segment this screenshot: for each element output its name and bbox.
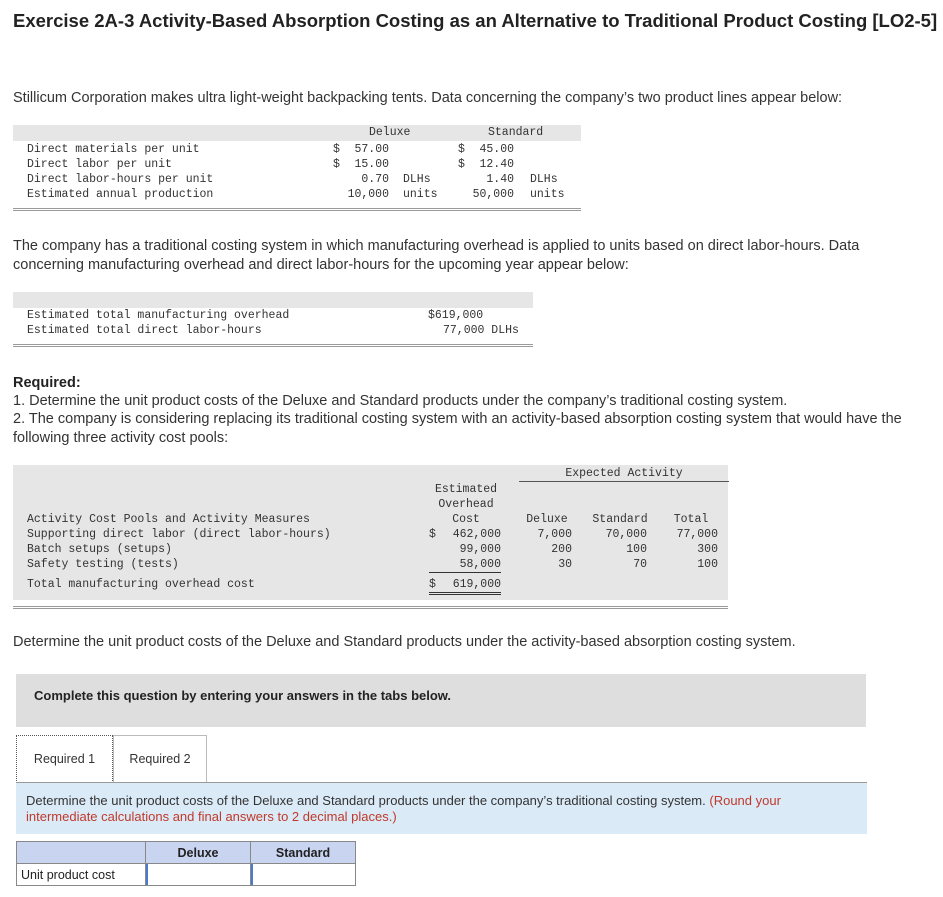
deluxe-unit: DLHs <box>403 173 431 186</box>
col-header-pools: Activity Cost Pools and Activity Measures <box>27 513 310 526</box>
row-label: Safety testing (tests) <box>27 558 179 571</box>
standard-activity: 70 <box>633 558 647 571</box>
col-header-total: Total <box>673 513 709 526</box>
row-label: Batch setups (setups) <box>27 543 172 556</box>
required-item-1: 1. Determine the unit product costs of the Deluxe and Standard products under the company’s traditional costing system. <box>13 393 788 409</box>
deluxe-value: 57.00 <box>354 143 389 156</box>
deluxe-value: 0.70 <box>361 173 389 186</box>
standard-value: 50,000 <box>472 188 514 201</box>
deluxe-unit-cost-input[interactable] <box>150 865 246 884</box>
standard-value: 12.40 <box>479 158 514 171</box>
col-header-cost-line1: Estimated <box>434 483 498 496</box>
standard-value: 1.40 <box>486 173 514 186</box>
table-header-bar <box>13 292 533 308</box>
instruction-panel <box>16 783 867 834</box>
currency-symbol: $ <box>458 143 465 156</box>
row-label: Direct materials per unit <box>27 143 200 156</box>
deluxe-unit: units <box>403 188 438 201</box>
standard-unit: DLHs <box>530 173 558 186</box>
table-bottom-rule <box>13 344 533 347</box>
deluxe-value: 10,000 <box>347 188 389 201</box>
tab-required-1[interactable]: Required 1 <box>16 735 113 783</box>
product-data-table <box>13 125 581 217</box>
standard-cell <box>251 864 356 886</box>
required-heading: Required: <box>13 375 81 391</box>
table-bottom-rule <box>13 208 581 211</box>
row-label: Estimated total manufacturing overhead <box>27 309 290 322</box>
total-activity: 77,000 <box>676 528 718 541</box>
instruction-main: Determine the unit product costs of the Deluxe and Standard products under the company’s traditional costing system. <box>26 793 706 808</box>
standard-unit-cost-input[interactable] <box>255 865 351 884</box>
cost-value: 462,000 <box>452 528 501 541</box>
required-item-2: 2. The company is considering replacing its traditional costing system with an activity-based absorption costing system that would have the following three activity cost pools: <box>13 411 902 446</box>
standard-unit: units <box>530 188 565 201</box>
activity-cost-pool-table <box>13 465 728 615</box>
currency-symbol: $ <box>458 158 465 171</box>
overhead-value: $619,000 <box>428 309 484 322</box>
deluxe-activity: 200 <box>551 543 572 556</box>
total-row-label: Total manufacturing overhead cost <box>27 578 255 591</box>
rounding-note: (Round your intermediate calculations and final answers to 2 decimal places.) <box>26 793 781 824</box>
complete-question-banner <box>16 674 866 727</box>
col-header-standard: Standard <box>592 513 648 526</box>
col-header-deluxe: Deluxe <box>146 842 251 864</box>
row-label: Supporting direct labor (direct labor-hours) <box>27 528 331 541</box>
expected-activity-header: Expected Activity <box>519 466 729 482</box>
currency-symbol: $ <box>333 158 340 171</box>
tab-required-2[interactable]: Required 2 <box>113 735 207 783</box>
currency-symbol: $ <box>429 578 436 591</box>
intro-text: Stillicum Corporation makes ultra light-weight backpacking tents. Data concerning the company’s two product lines appear below: <box>13 90 843 106</box>
abc-instruction-text: Determine the unit product costs of the Deluxe and Standard products under the activity-based absorption costing system. <box>13 634 796 650</box>
deluxe-cell <box>146 864 251 886</box>
row-label: Estimated annual production <box>27 188 214 201</box>
row-label-unit-product-cost: Unit product cost <box>17 864 146 886</box>
instruction-text <box>26 793 846 825</box>
total-activity: 100 <box>697 558 718 571</box>
cost-value: 99,000 <box>459 543 501 556</box>
col-header-standard: Standard <box>251 842 356 864</box>
deluxe-activity: 30 <box>558 558 572 571</box>
row-label: Direct labor per unit <box>27 158 172 171</box>
currency-symbol: $ <box>333 143 340 156</box>
col-header-deluxe: Deluxe <box>369 126 411 139</box>
standard-activity: 70,000 <box>605 528 647 541</box>
row-label: Direct labor-hours per unit <box>27 173 214 186</box>
dlh-value: 77,000 DLHs <box>443 324 519 337</box>
total-cost-value: 619,000 <box>429 577 501 595</box>
traditional-costing-text: The company has a traditional costing system in which manufacturing overhead is applied to units based on direct labor-hours. Data concerning manufacturing overhead and direct labor-hours for the upcoming year appear below: <box>13 238 860 273</box>
row-label: Estimated total direct labor-hours <box>27 324 262 337</box>
total-activity: 300 <box>697 543 718 556</box>
standard-activity: 100 <box>626 543 647 556</box>
standard-value: 45.00 <box>479 143 514 156</box>
col-header-cost-line2: Overhead <box>438 498 494 511</box>
col-header-standard: Standard <box>488 126 544 139</box>
deluxe-activity: 7,000 <box>537 528 572 541</box>
overhead-data-table <box>13 292 533 348</box>
col-header-cost-line3: Cost <box>452 513 480 526</box>
complete-question-text: Complete this question by entering your answers in the tabs below. <box>34 688 452 703</box>
table-bottom-rule <box>13 606 728 609</box>
cost-value: 58,000 <box>429 557 501 573</box>
col-header-deluxe: Deluxe <box>526 513 568 526</box>
corner-cell <box>17 842 146 864</box>
exercise-title: Exercise 2A-3 Activity-Based Absorption Costing as an Alternative to Traditional Product Costing [LO2-5] <box>13 10 938 31</box>
answer-table <box>16 841 356 886</box>
deluxe-value: 15.00 <box>354 158 389 171</box>
currency-symbol: $ <box>429 528 436 541</box>
